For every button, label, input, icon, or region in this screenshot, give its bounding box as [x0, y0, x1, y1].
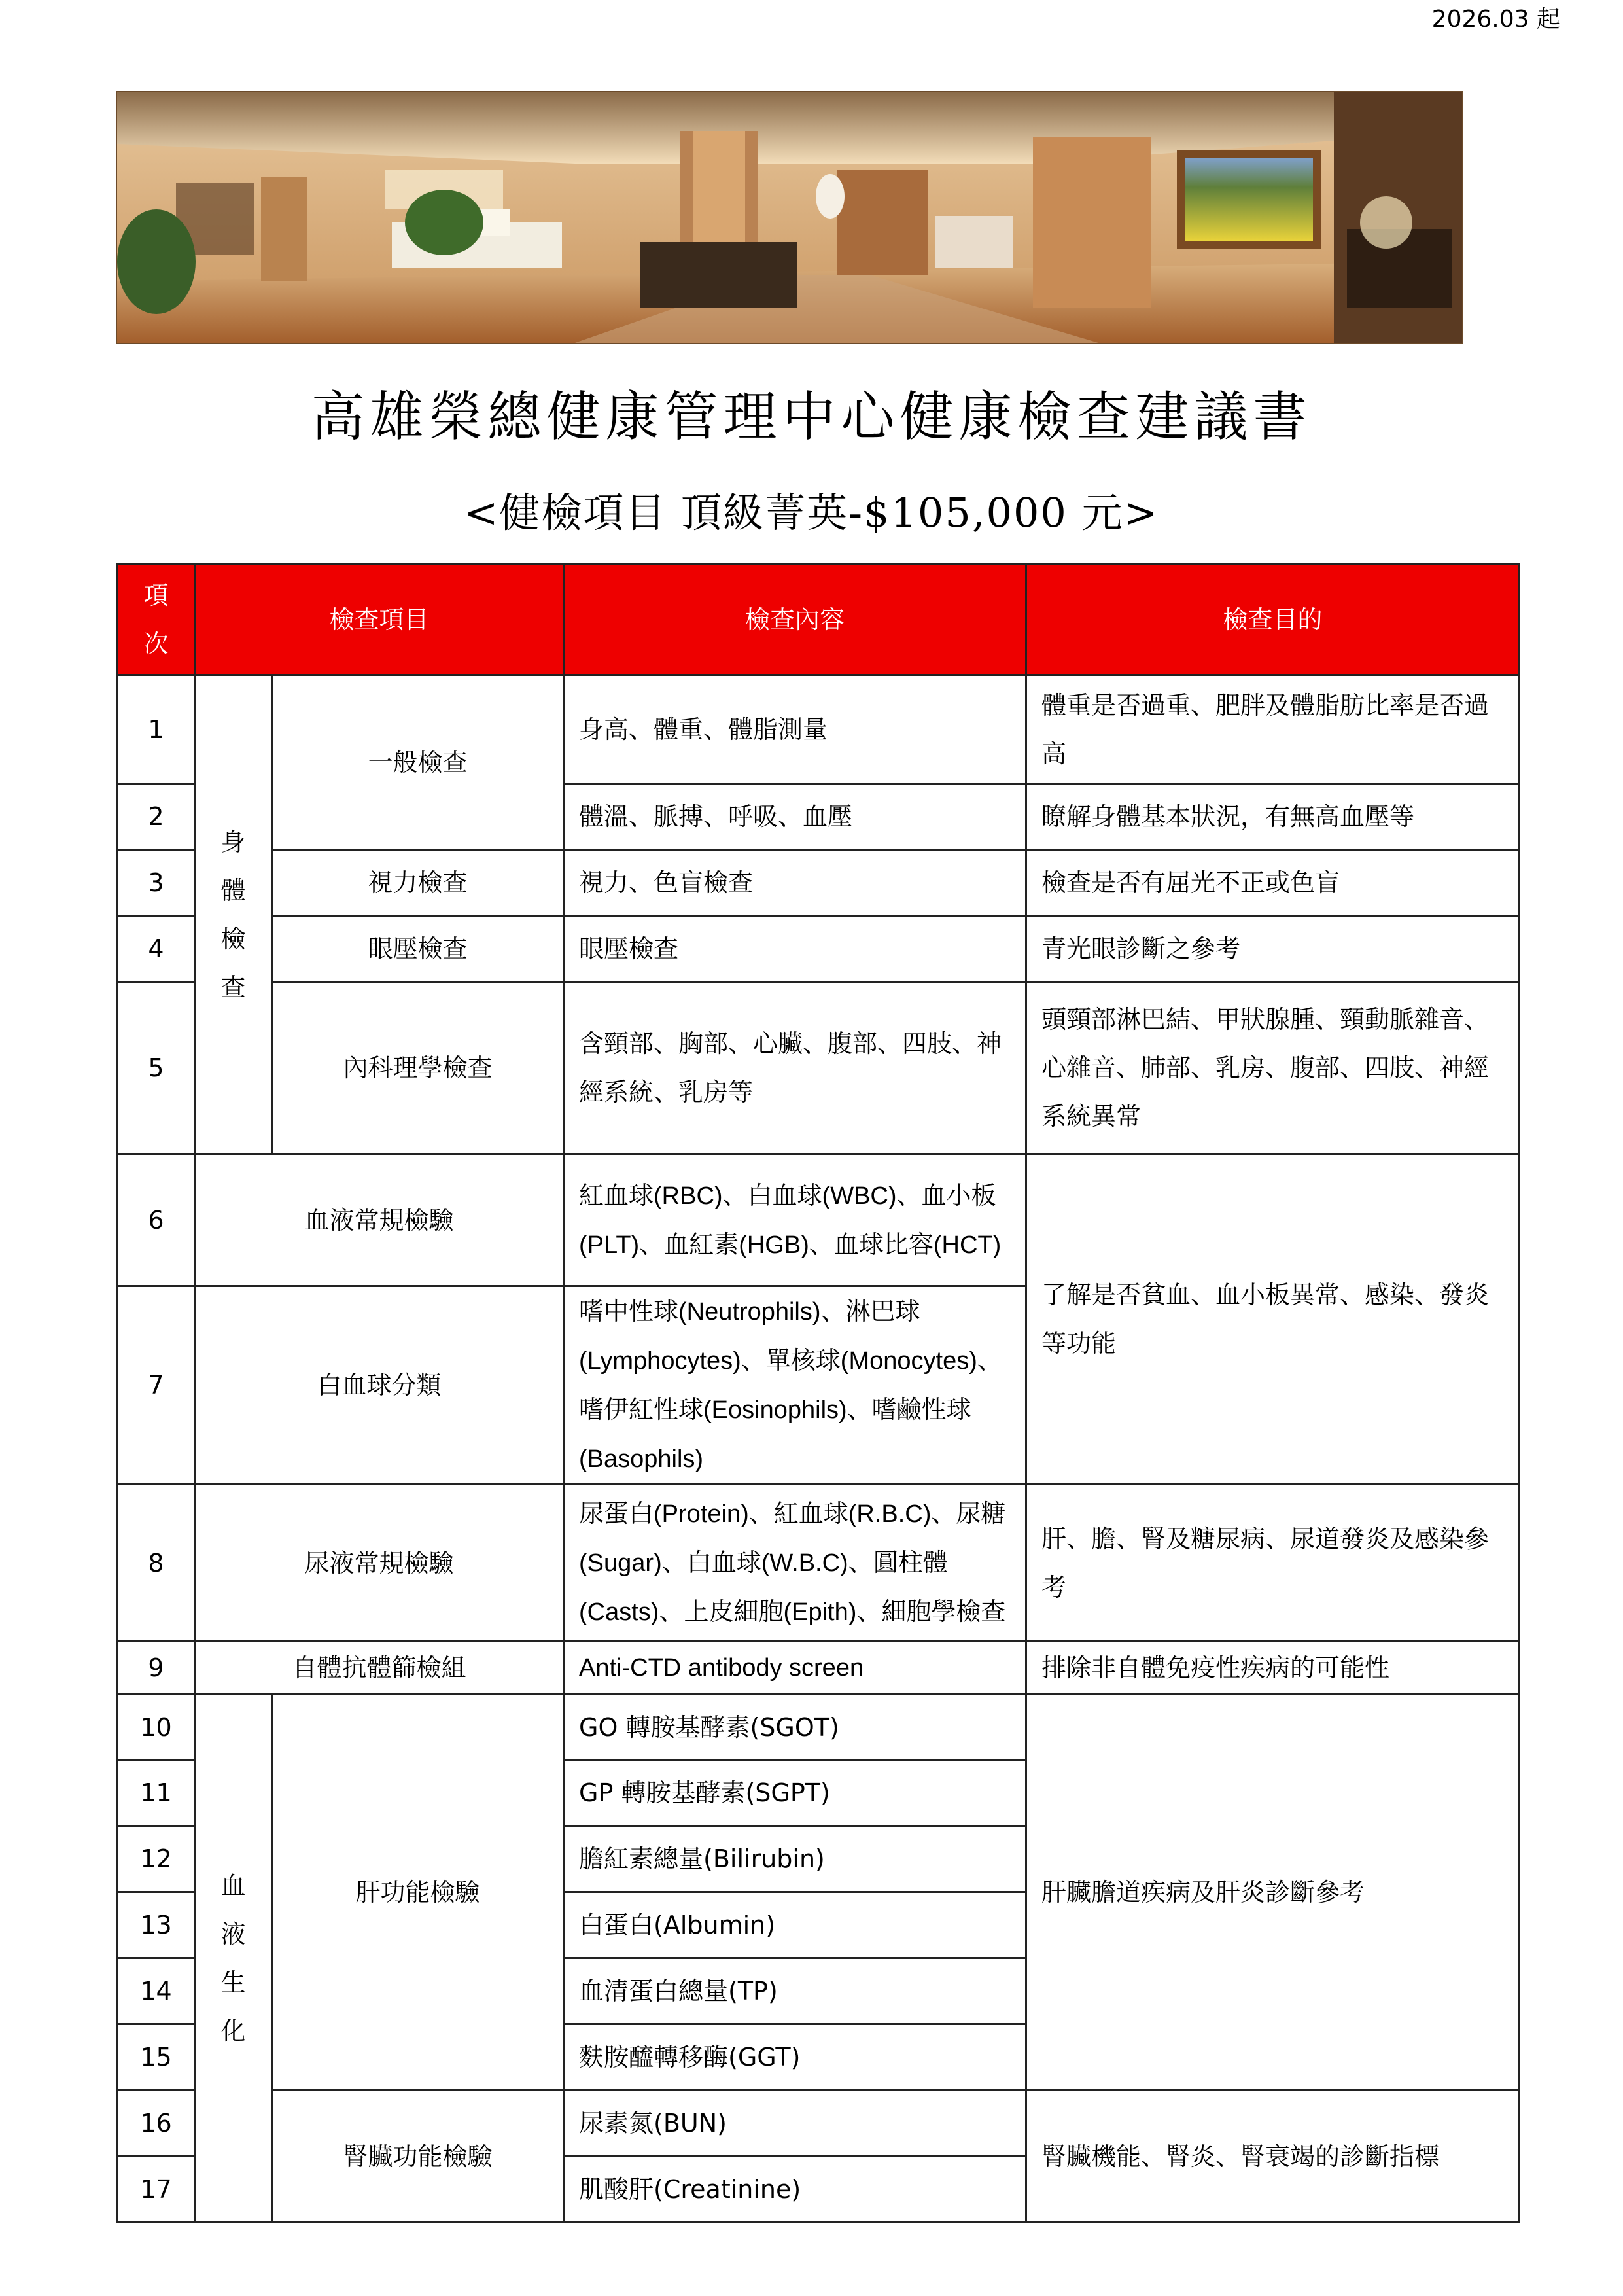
row-content: GO 轉胺基酵素(SGOT)	[564, 1695, 1026, 1760]
row-content: 血清蛋白總量(TP)	[564, 1958, 1026, 2024]
row-content: 白蛋白(Albumin)	[564, 1892, 1026, 1958]
row-number: 6	[118, 1154, 195, 1286]
table-row	[118, 916, 1520, 982]
row-content: 體溫、脈搏、呼吸、血壓	[564, 784, 1026, 850]
row-number: 5	[118, 982, 195, 1154]
item-vision: 視力檢查	[272, 850, 564, 916]
row-number: 9	[118, 1642, 195, 1695]
row-purpose: 肝臟膽道疾病及肝炎診斷參考	[1026, 1695, 1520, 2091]
table-row	[118, 1695, 1520, 1760]
item-kidney: 腎臟功能檢驗	[272, 2091, 564, 2223]
lobby-illustration	[117, 92, 1462, 343]
table-row	[118, 675, 1520, 784]
item-autoantibody: 自體抗體篩檢組	[195, 1642, 564, 1695]
header-index: 項次	[118, 565, 195, 675]
page-subtitle: <健檢項目 頂級菁英-$105,000 元>	[464, 489, 1159, 537]
row-purpose: 肝、膽、腎及糖尿病、尿道發炎及感染參考	[1026, 1485, 1520, 1642]
item-urine: 尿液常規檢驗	[195, 1485, 564, 1642]
row-content: 尿素氮(BUN)	[564, 2091, 1026, 2157]
table-row	[118, 1485, 1520, 1642]
row-number: 8	[118, 1485, 195, 1642]
group-blood-biochem: 血液生化	[195, 1695, 272, 2223]
hospital-lobby-photo	[116, 91, 1463, 344]
item-liver: 肝功能檢驗	[272, 1695, 564, 2091]
row-content: 含頸部、胸部、心臟、腹部、四肢、神經系統、乳房等	[564, 982, 1026, 1154]
row-content: 視力、色盲檢查	[564, 850, 1026, 916]
group-body-check: 身體檢查	[195, 675, 272, 1154]
row-number: 10	[118, 1695, 195, 1760]
row-number: 1	[118, 675, 195, 784]
row-purpose: 瞭解身體基本狀況，有無高血壓等	[1026, 784, 1520, 850]
header-content: 檢查內容	[564, 565, 1026, 675]
row-purpose: 腎臟機能、腎炎、腎衰竭的診斷指標	[1026, 2091, 1520, 2223]
row-purpose: 排除非自體免疫性疾病的可能性	[1026, 1642, 1520, 1695]
table-row	[118, 850, 1520, 916]
table-row	[118, 1642, 1520, 1695]
row-number: 13	[118, 1892, 195, 1958]
row-number: 14	[118, 1958, 195, 2024]
row-purpose: 檢查是否有屈光不正或色盲	[1026, 850, 1520, 916]
row-content: 膽紅素總量(Bilirubin)	[564, 1826, 1026, 1892]
row-number: 12	[118, 1826, 195, 1892]
item-iop: 眼壓檢查	[272, 916, 564, 982]
item-general: 一般檢查	[272, 675, 564, 850]
header-purpose: 檢查目的	[1026, 565, 1520, 675]
date-tag: 2026.03 起	[1431, 6, 1560, 33]
row-number: 17	[118, 2157, 195, 2223]
row-content: 尿蛋白(Protein)、紅血球(R.B.C)、尿糖(Sugar)、白血球(W.B.C)、圓柱體(Casts)、上皮細胞(Epith)、細胞學檢查	[564, 1485, 1026, 1642]
row-purpose: 青光眼診斷之參考	[1026, 916, 1520, 982]
table-row	[118, 2091, 1520, 2157]
row-content: 嗜中性球(Neutrophils)、淋巴球(Lymphocytes)、單核球(Monocytes)、嗜伊紅性球(Eosinophils)、嗜鹼性球(Basophils)	[564, 1286, 1026, 1485]
item-cbc: 血液常規檢驗	[195, 1154, 564, 1286]
row-purpose: 頭頸部淋巴結、甲狀腺腫、頸動脈雜音、心雜音、肺部、乳房、腹部、四肢、神經系統異常	[1026, 982, 1520, 1154]
table-header-row	[118, 565, 1520, 675]
row-content: 麩胺醯轉移酶(GGT)	[564, 2024, 1026, 2091]
row-purpose: 體重是否過重、肥胖及體脂肪比率是否過高	[1026, 675, 1520, 784]
page-title: 高雄榮總健康管理中心健康檢查建議書	[311, 386, 1312, 448]
row-number: 7	[118, 1286, 195, 1485]
row-number: 11	[118, 1760, 195, 1826]
row-number: 3	[118, 850, 195, 916]
row-content: 身高、體重、體脂測量	[564, 675, 1026, 784]
table-row	[118, 1154, 1520, 1286]
header-item: 檢查項目	[195, 565, 564, 675]
exam-items-table	[116, 563, 1520, 2223]
row-content: 紅血球(RBC)、白血球(WBC)、血小板(PLT)、血紅素(HGB)、血球比容(HCT)	[564, 1154, 1026, 1286]
row-number: 16	[118, 2091, 195, 2157]
row-content: GP 轉胺基酵素(SGPT)	[564, 1760, 1026, 1826]
item-wbc-diff: 白血球分類	[195, 1286, 564, 1485]
item-physical: 內科理學檢查	[272, 982, 564, 1154]
table-row	[118, 982, 1520, 1154]
row-purpose: 了解是否貧血、血小板異常、感染、發炎等功能	[1026, 1154, 1520, 1485]
row-content: Anti-CTD antibody screen	[564, 1642, 1026, 1695]
row-content: 肌酸肝(Creatinine)	[564, 2157, 1026, 2223]
row-content: 眼壓檢查	[564, 916, 1026, 982]
row-number: 4	[118, 916, 195, 982]
row-number: 2	[118, 784, 195, 850]
row-number: 15	[118, 2024, 195, 2091]
